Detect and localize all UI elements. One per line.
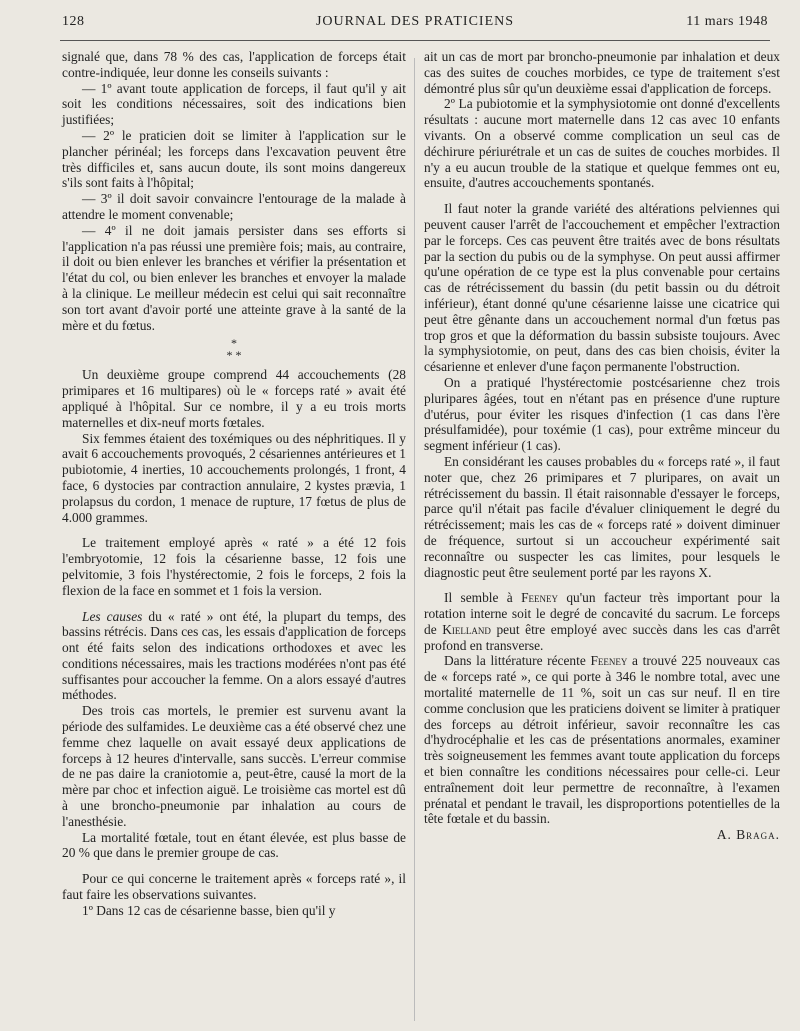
separator-star-top: * xyxy=(231,336,237,351)
paragraph-text: a trouvé 225 nouveaux cas de « forceps raté », ce qui porte à 346 le nombre total, avec une mortalité maternelle de 11 %, soit un cas sur neuf. Il en tire comme conclusion que les praticiens doivent se limiter à pratiquer des forceps au détroit inférieur, savoir reconnaître les cas d'hydrocéphalie et les cas de présentations anormales, examiner très soigneusement les femmes avant toute application du forceps et bien connaître les conditions nécessaires pour celle-ci. Leur entraînement doit leur permettre de reconnaître, à l'examen prénatal et pendant le travail, les disproportions potentielles de la tête fœtale et du bassin. xyxy=(424,653,780,827)
author-name: Kielland xyxy=(442,621,491,637)
paragraph: signalé que, dans 78 % des cas, l'application de forceps était contre-indiquée, leur donne les conseils suivants : xyxy=(62,49,406,80)
paragraph: 2º La pubiotomie et la symphysiotomie ont donné d'excellents résultats : aucune mort maternelle dans 12 cas avec 10 enfants vivants. On a observé comme complication un seul cas de déchirure périurétrale et un cas de suites de couches morbides. Il n'y a eu aucun trouble de la statique et quelque femmes ont eu, ensuite, d'autres accouchements spontanés. xyxy=(424,96,780,191)
paragraph xyxy=(424,653,780,827)
paragraph: — 1º avant toute application de forceps, il faut qu'il y ait soit les conditions nécessaires, soit des indications bien justifiées; xyxy=(62,80,406,128)
italic-heading: Les causes xyxy=(82,608,143,624)
separator-stars-bottom: * * xyxy=(226,348,242,363)
paragraph: ait un cas de mort par broncho-pneumonie par inhalation et deux cas des suites de couches morbides, ce type de traitement s'est démontré plus sûr qu'un deuxième essai d'application de forceps. xyxy=(424,49,780,96)
paragraph-text: Dans la littérature récente xyxy=(444,653,591,669)
signature-initial: A. xyxy=(716,827,737,843)
paragraph: Un deuxième groupe comprend 44 accouchements (28 primipares et 16 multipares) où le « forceps raté » avait été appliqué à l'hôpital. Sur ce nombre, il y a eu trois morts maternelles et dix-neuf morts fœtales. xyxy=(62,367,406,430)
paragraph: Il faut noter la grande variété des altérations pelviennes qui peuvent causer l'arrêt de l'accouchement et empêcher l'extraction par le forceps. Ces cas peuvent être traités avec de bons résultats par la section du pubis ou de la symphyse. On peut aussi affirmer qu'une opération de ce type est la plus convenable pour certains cas de rétrécissement du bassin (du petit bassin ou du détroit inférieur), étant donné qu'une césarienne laisse une cicatrice qui peut être gênante dans un accouchement normal d'un fœtus pas trop gros et que la déformation du bassin subsiste toujours. Avec la symphysiotomie, on peut, dans des cas bien choisis, éviter la césarienne et enlever d'une façon permanente l'obstruction. xyxy=(424,201,780,375)
issue-date: 11 mars 1948 xyxy=(686,14,768,29)
paragraph-text: Il semble à xyxy=(444,590,522,606)
paragraph: La mortalité fœtale, tout en étant élevée, est plus basse de 20 % que dans le premier groupe de cas. xyxy=(62,829,406,861)
paragraph xyxy=(62,609,406,704)
header-rule xyxy=(60,40,770,41)
paragraph: En considérant les causes probables du « forceps raté », il faut noter que, chez 26 primipares et 7 pluripares, on avait un rétrécissement du bassin. Il était raisonnable d'essayer le forceps, parce qu'il n'était pas facile d'évaluer cliniquement le degré du rétrécissement; mais les cas de « forceps raté » doivent diminuer de fréquence, surtout si un accoucheur expérimenté sait reconnaître ou suspecter les cas limites, pour lesquels le diagnostic peut être seulement porté par les rayons X. xyxy=(424,453,780,580)
paragraph: — 3º il doit savoir convaincre l'entourage de la malade à attendre le moment convenable; xyxy=(62,191,406,222)
right-column xyxy=(424,49,780,843)
paragraph: Six femmes étaient des toxémiques ou des néphritiques. Il y avait 6 accouchements provoqués, 2 césariennes antérieures et 1 pubiotomie, 4 inerties, 10 accouchements prolongés, 1 front, 4 face, 6 dystocies par contraction annulaire, 2 kystes prævia, 1 prolapsus du cordon, 1 menace de rupture, 17 fœtus de plus de 4.000 grammes. xyxy=(62,430,406,525)
paragraph: 1º Dans 12 cas de césarienne basse, bien qu'il y xyxy=(82,902,336,918)
author-name: Feeney xyxy=(521,590,559,606)
paragraph xyxy=(424,590,780,653)
paragraph: Pour ce qui concerne le traitement après « forceps raté », il faut faire les observations suivantes. xyxy=(62,871,406,903)
paragraph: — 2º le praticien doit se limiter à l'application sur le plancher périnéal; les forceps dans l'excavation peuvent être très difficiles et, sans aucun doute, ils sont moins dangereux s'ils sont faits à l'hôpital; xyxy=(62,127,406,191)
column-divider xyxy=(414,58,415,1021)
journal-title: JOURNAL DES PRATICIENS xyxy=(315,14,515,29)
left-column xyxy=(62,49,406,919)
paragraph-text: qu'un facteur très important pour la rotation interne soit le degré de concavité du sacrum. Le forceps de xyxy=(424,590,780,637)
paragraph: Le traitement employé après « raté » a été 12 fois l'embryotomie, 12 fois la césarienne basse, 12 fois une pelvitomie, 3 fois l'hystérectomie, 2 fois le forceps, 2 fois la flexion de la face en sommet et 1 fois la version. xyxy=(62,535,406,598)
signature-name: Braga. xyxy=(736,827,780,843)
section-separator xyxy=(62,337,406,361)
author-name: Feeney xyxy=(590,653,628,669)
paragraph-text: peut être employé avec succès dans les cas d'arrêt profond en transverse. xyxy=(424,621,780,653)
paragraph-text: du « raté » ont été, la plupart du temps, des bassins rétrécis. Dans ces cas, les essais d'application de forceps ont été faits selon des indications orthodoxes et avec les conditions nécessaires, mais les tractions modérées n'ont pas été suffisantes pour accoucher la femme. On a alors essayé d'autres méthodes. xyxy=(62,608,406,703)
paragraph: On a pratiqué l'hystérectomie postcésarienne chez trois pluripares âgées, tout en n'étant pas en présence d'une rupture d'utérus, pour éviter les risques d'infection (1 cas dans l'ère présulfamidée), pour toxémie (1 cas), pour extrême minceur du segment inférieur (1 cas). xyxy=(424,374,780,454)
page-header xyxy=(62,14,768,36)
paragraph: — 4º il ne doit jamais persister dans ses efforts si l'application n'a pas réussi une première fois; mais, au contraire, il doit ou bien enlever les branches et vérifier la présentation et l'état du col, ou bien enlever les branches et envoyer la malade à la clinique. Le meilleur médecin est celui qui sait reconnaître son tort avant d'avoir porté une atteinte grave à la santé de la mère et du fœtus. xyxy=(62,222,406,333)
article-signature xyxy=(424,827,780,843)
paragraph: Des trois cas mortels, le premier est survenu avant la période des sulfamides. Le deuxième cas a été observé chez une femme chez laquelle on avait essayé deux applications de forceps à 12 heures d'intervalle, sans succès. L'erreur commise de ne pas daire la craniotomie a, peut-être, causé la mort de la mère par choc et infection aiguë. Le troisième cas mortel est dû à une broncho-pneumonie par inhalation au cours de l'anesthésie. xyxy=(62,703,406,829)
page-number: 128 xyxy=(62,14,85,29)
